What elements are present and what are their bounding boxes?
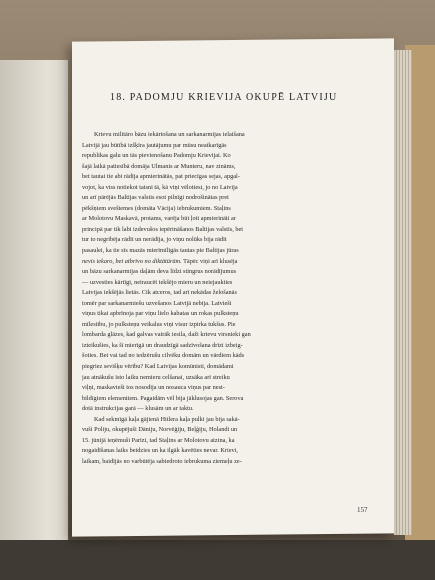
page-edges — [394, 50, 412, 535]
bottom-shadow — [0, 540, 435, 580]
text-line: viļņi, maskavieši tos nosodīja un nosauca viņus par nest- — [82, 384, 225, 392]
text-line: bet tautai tie abi rādīja apmierinātās, pat priecīgas sejas, apgal- — [82, 173, 240, 181]
left-page — [0, 60, 68, 580]
page-body-text — [82, 130, 382, 468]
text-line: Latvijā jau būtībā izšķīra jautājumu par mūsu neatkarīgās — [82, 141, 227, 149]
text-line: izteikušies, ka šī mierīgā un draudzīgā sadzīvošana drīzi izbeig- — [82, 341, 243, 349]
page-header: 18. PADOMJU KRIEVIJA OKUPĒ LATVIJU — [110, 92, 338, 103]
text-line: Krievu militāro bāzu iekārtošana un sarkanarmijas ielaišana — [94, 131, 245, 138]
text-line: mīlestību, jo pulksteņu veikalus viņi visur izpirka tukšus. Pie — [82, 320, 236, 328]
text-line: pēkšņiem sveštemes (domāta Vācija) iebrukumiem. Staļins — [82, 204, 231, 212]
text-line: lombarda glāzes, kad galvas vairāk iesila, daži krievu virsnieki gan — [82, 331, 251, 339]
text-line: republikas galu un tās pievienošanu Padomju Krievijai. Ko — [82, 152, 231, 160]
text-line: jau atnākušu īsto laiku nemieru celšanai, uzsāka arī streiku — [82, 373, 230, 381]
text-line: 15. jūnijā ieņēmuši Parīzi, tad Staļins ar Molotovu atzina, ka — [82, 436, 235, 444]
text-line: vuši Poliju, okupējuši Dāniju, Norvēģiju, Beļģiju, Holandi un — [82, 426, 238, 434]
text-line: tomēr par sarkanarmiešu uzvešanos Latvijā nebija. Latvieši — [82, 299, 232, 307]
text-line: — uzvesties kārtīgi, neiraucēt iekšējo mieru un neiejaukties — [82, 278, 233, 286]
text-line: principā par tik labi izdevušos iepērināšanos Baltijas valstīs, bet — [82, 225, 244, 233]
text-line: un arī pārējās Baltijas valstis esot pilnīgi nodrošinātas pret — [82, 194, 229, 202]
text-line: ar Molotovu Maskavā, protams, varēja būt ļoti apmierināti ar — [82, 215, 236, 223]
text-line: šoties. Bet vai tad no iedzērušu cilvēku domām un vārdiem kāds — [82, 352, 245, 360]
text-line: dotā instrukcijas garā — klusām un ar taktu. — [82, 405, 194, 413]
text-line: Kad sekmīgā kaļa gājienā Hitlera kaļa pulki jau bija sakā- — [94, 415, 240, 423]
text-line: laikam, baidījās no varbūtēja sabiedroto iebrukuma ziemeļu ze- — [82, 457, 242, 465]
text-line: viņus tikai apbrīnoja par viņu lielo kabatas un rokas pulksteņu — [82, 310, 239, 318]
text-line: tur to negribēja rādīt un nerādīja, jo viņu nolūks bija rādīt — [82, 236, 227, 244]
text-line: pasaulei, ka tie sīs mazās mierīmīlīgās tautas pie Baltijas jūras — [82, 247, 239, 255]
text-line: Latvijas iekšējās lietās. Cik atceros, tad arī nekādas želošanās — [82, 289, 237, 297]
text-line: vojot, ka viss notiekot taisni tā, kā viņi vēlotiesi, jo no Latvija — [82, 183, 238, 191]
text-line: nevis iekaro, bet atbrīvo no diktātūrām. Tāpēc viņi arī klusēja — [82, 257, 238, 265]
text-line: un bāzu sarkanarmijas daļām deva līdzi stingrus norādījumus — [82, 268, 237, 276]
text-line: šajā laikā patiesībā domāja Ulmanis ar Munteru, nav zināms, — [82, 162, 236, 170]
text-line: piegriez sevišķu vērību? Kad Latvijas komūnisti, domādami — [82, 363, 234, 371]
page-number: 157 — [357, 506, 368, 514]
text-line: bildīgiem elementiem. Pagaidām vēl bija jāklusojas gan. Serova — [82, 394, 244, 402]
text-line: nogaidīšanas laiks beidzies un ka ilgāk kavēties nevar. Krievi, — [82, 447, 238, 455]
